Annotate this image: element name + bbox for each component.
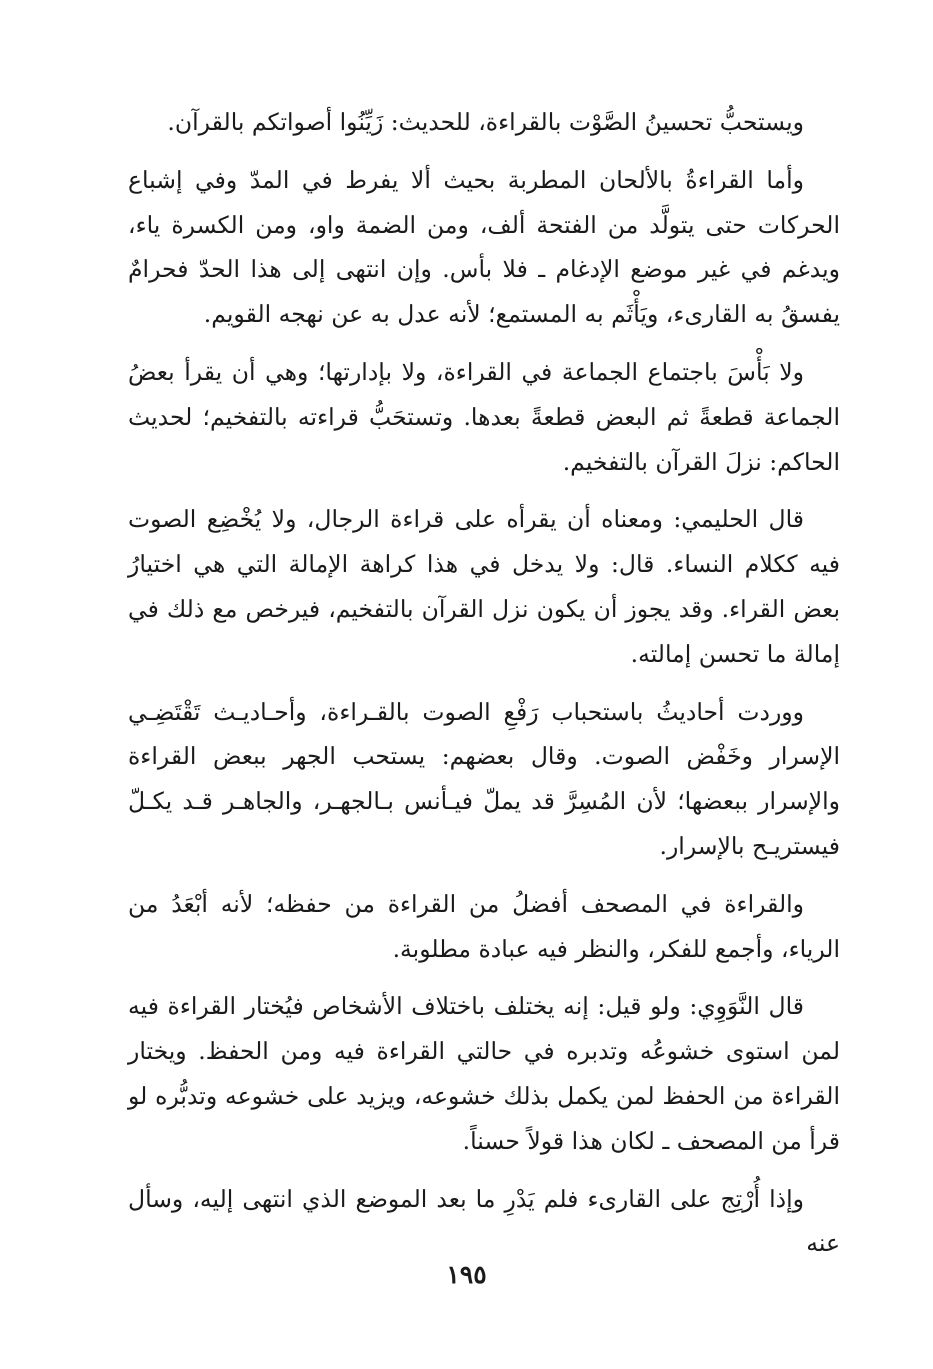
paragraph-2: وأما القراءةُ بالألحان المطربة بحيث ألا يفرط في المدّ وفي إشباع الحركات حتى يتولَّد من الفتحة ألف، ومن الضمة واو، ومن الكسرة ياء، ويدغم في غير موضع الإدغام ـ فلا بأس. وإن انتهى إلى هذا الحدّ فحرامٌ يفسقُ به القارىء، ويَأْثَم به المستمع؛ لأنه عدل به عن نهجه القويم. bbox=[128, 165, 840, 329]
page-number: ١٩٥ bbox=[446, 1260, 487, 1289]
body-text bbox=[128, 100, 840, 1279]
paragraph-4: قال الحليمي: ومعناه أن يقرأه على قراءة الرجال، ولا يُخْضِع الصوت فيه ككلام النساء. قال: ولا يدخل في هذا كراهة الإمالة التي هي اختيارُ بعض القراء. وقد يجوز أن يكون نزل القرآن بالتفخيم، فيرخص مع ذلك في إمالة ما تحسن إمالته. bbox=[128, 505, 840, 668]
paragraph-6: والقراءة في المصحف أفضلُ من القراءة من حفظه؛ لأنه أبْعَدُ من الرياء، وأجمع للفكر، والنظر فيه عبادة مطلوبة. bbox=[128, 889, 840, 963]
paragraph-7: قال النَّوَوِي: ولو قيل: إنه يختلف باختلاف الأشخاص فيُختار القراءة فيه لمن استوى خشوعُه وتدبره في حالتي القراءة فيه ومن الحفظ. ويختار القراءة من الحفظ لمن يكمل بذلك خشوعه، ويزيد على خشوعه وتدبُّره لو قرأ من المصحف ـ لكان هذا قولاً حسناً. bbox=[128, 992, 840, 1155]
paragraph-3: ولا بَأْسَ باجتماع الجماعة في القراءة، ولا بإدارتها؛ وهي أن يقرأ بعضُ الجماعة قطعةً ثم البعض قطعةً بعدها. وتستحَبُّ قراءته بالتفخيم؛ لحديث الحاكم: نزلَ القرآن بالتفخيم. bbox=[128, 357, 840, 476]
paragraph-8: وإذا أُرْتِج على القارىء فلم يَدْرِ ما بعد الموضع الذي انتهى إليه، وسأل عنه bbox=[128, 1184, 840, 1258]
paragraph-5: ووردت أحاديثُ باستحباب رَفْعِ الصوت بالقـراءة، وأحـاديـث تَقْتَضِـي الإسرار وخَفْض الصوت. وقال بعضهم: يستحب الجهر ببعض القراءة والإسرار ببعضها؛ لأن المُسِرَّ قد يملّ فيـأنس بـالجهـر، والجاهـر قـد يكـلّ فيستريـح بالإسرار. bbox=[128, 697, 840, 860]
paragraph-1: ويستحبُّ تحسينُ الصَّوْت بالقراءة، للحديث: زَيِّنُوا أصواتكم بالقرآن. bbox=[167, 108, 804, 136]
